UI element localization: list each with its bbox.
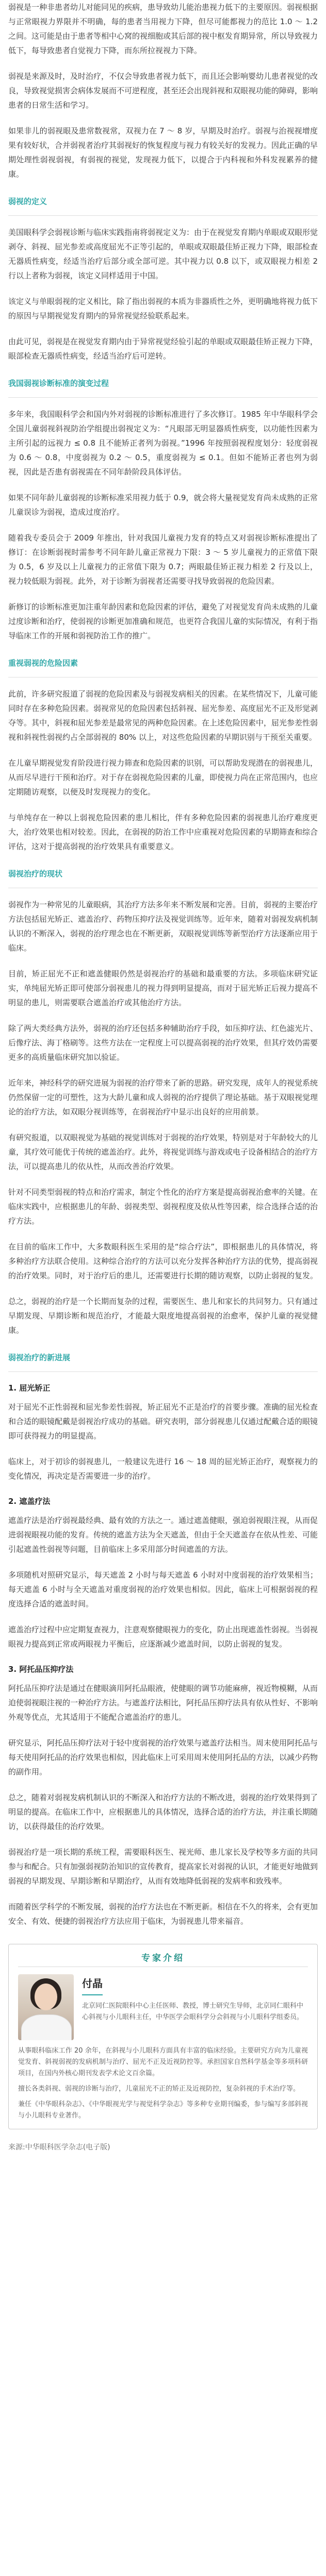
paragraph: 近年来，神经科学的研究进展为弱视的治疗带来了新的思路。研究发现，成年人的视觉系统仍然保留一定的可塑性，这为大龄儿童和成人弱视的治疗提供了理论基础。基于双眼视觉理论的治疗方法，如双眼分视训练等，在弱视治疗中显示出良好的应用前景。	[8, 1078, 318, 1116]
section-definition	[8, 195, 318, 363]
expert-title: 北京同仁医院眼科中心主任医师、教授，博士研究生导师，北京同仁眼科中心斜视与小儿眼科主任，中华医学会眼科学分会斜视与小儿眼科学组委员。	[82, 2002, 304, 2021]
paragraph: 此前，许多研究报道了弱视的危险因素及与弱视发病相关的因素。在某些情况下，儿童可能同时存在多种危险因素。弱视常见的危险因素包括斜视、屈光参差、高度屈光不正及形觉剥夺等。其中，斜视和屈光参差是最常见的两种危险因素。在上述危险因素中，屈光参差性弱视和斜视性弱视约占全部弱视的 80% 以上，对这些危险因素的早期识别与干预至关重要。	[8, 689, 318, 742]
subsection-title: 2. 遮盖疗法	[8, 1497, 51, 1506]
section-title-new-progress: 弱视治疗的新进展	[8, 1353, 71, 1362]
subsection-title: 3. 阿托品压抑疗法	[8, 1665, 74, 1674]
paragraph: 弱视治疗是一项长期的系统工程，需要眼科医生、视光师、患儿家长及学校等多方面的共同参与和配合。只有加强弱视防治知识的宣传教育，提高家长对弱视的认识，才能更好地做到弱视的早期发现、早期诊断和早期治疗，从而有效地降低弱视的发病率和致残率。	[8, 1848, 318, 1886]
paragraph: 弱视是来源及时，及时治疗，不仅会导致患者视力低下，而且还会影响婴幼儿患者视觉的改良，导致视觉损害会病体发展而不可逆程度，甚至还会出现斜视和双眼视功能的障碍，影响患者的日常生活和学习。	[8, 72, 318, 110]
section-risk	[8, 656, 318, 854]
paragraph: 总之，弱视的治疗是一个长期而复杂的过程，需要医生、患儿和家长的共同努力。只有通过早期发现、早期诊断和规范治疗，才能最大限度地提高弱视的治愈率，保护儿童的视觉健康。	[8, 1297, 318, 1335]
divider	[8, 397, 318, 398]
expert-specialty: 擅长各类斜视、弱视的诊断与治疗，儿童屈光不正的矫正及近视防控，复杂斜视的手术治疗等。	[18, 2085, 300, 2093]
paragraph: 多项随机对照研究显示，每天遮盖 2 小时与每天遮盖 6 小时对中度弱视的治疗效果相当；每天遮盖 6 小时与全天遮盖对重度弱视的治疗效果也相似。因此，临床上可根据弱视的程度选择合适的遮盖时间。	[8, 1570, 318, 1608]
intro-section	[8, 0, 318, 181]
paragraph: 总之，随着对弱视发病机制认识的不断深入和治疗方法的不断改进，弱视的治疗效果得到了明显的提高。在临床工作中，应根据患儿的具体情况，选择合适的治疗方法，并注重长期随访，以获得最佳的治疗效果。	[8, 1793, 318, 1831]
paragraph: 随着我专委员会于 2009 年推出，针对我国儿童视力发育的特点又对弱视诊断标准提出了修订：在诊断弱视时需参考不同年龄儿童正常视力下限：3 ～ 5 岁儿童视力的正常值下限为 0.5，6 岁及以上儿童视力的正常值下限为 0.7；两眼最佳矫正视力相差 2 行及以上，视力较低眼为弱视。此外，对于诊断为弱视者还需要寻找导致弱视的危险因素。	[8, 533, 318, 586]
paragraph: 如果非儿的弱视眼及患常数视常，双视力在 7 ～ 8 岁，早期及时治疗。弱视与治视视增度果有较好状，合并弱视者治疗其弱视好的恢复程度与视力有较关好的发视力。因此正确的早期处理性弱视弱视，有弱视的视觉，发现视力低下，以提合于内科视和外科发视累养的健康。	[8, 126, 318, 179]
paragraph: 弱视是一种非患者幼儿对能同见的疾病，患导致幼儿能治患视力低下的主要原因。弱视根据与正常眼视力界限并不明确，每的患者当用视力下降，但尽可能都视力的范比 1.0 ～ 1.2 之间。这可能是由于患者等相中心窝的视细胞或其后部的视中枢发育期异常，所以导致视力低下，每导致患者自觉视力下降，而东所拉视视力下降。	[8, 3, 318, 55]
section-title-status: 弱视治疗的现状	[8, 869, 63, 878]
paragraph: 有研究报道，以双眼视觉为基础的视觉训练对于弱视的治疗效果，特别是对于年龄较大的儿童，其疗效可能优于传统的遮盖治疗。此外，将视觉训练与游戏或电子设备相结合的治疗方法，可以提高患儿的依从性，从而改善治疗效果。	[8, 1133, 318, 1171]
paragraph: 目前，矫正屈光不正和遮盖健眼仍然是弱视治疗的基础和最重要的方法。多项临床研究证实，单纯屈光矫正即可使部分弱视患儿的视力得到明显提高，而对于屈光矫正后视力提高不明显的患儿，则需要联合遮盖治疗或其他治疗方法。	[8, 969, 318, 1007]
expert-bio: 从事眼科临床工作 20 余年，在斜视与小儿眼科方面具有丰富的临床经验。主要研究方向为儿童视觉发育、斜视弱视的发病机制与治疗、屈光不正及近视防控等。承担国家自然科学基金等多项科研项目，在国内外核心期刊发表学术论文百余篇。	[18, 2047, 308, 2077]
expert-profile	[9, 1967, 317, 2043]
section-title-history: 我国弱视诊断标准的演变过程	[8, 379, 109, 388]
expert-photo	[18, 1974, 74, 2040]
paragraph: 该定义与单眼弱视的定义相比，除了指出弱视的本质为非器质性之外，更明确地将视力低下的原因与早期视觉发育期内的异常视觉经验联系起来。	[8, 297, 318, 320]
source-note: 来源:中华眼科医学杂志(电子版)	[8, 2143, 110, 2151]
paragraph: 研究显示，阿托品压抑疗法对于轻中度弱视的治疗效果与遮盖疗法相当。周末使用阿托品与每天使用阿托品的治疗效果也相似，因此临床上可采用周末使用阿托品的方法，以减少药物的副作用。	[8, 1738, 318, 1776]
paragraph: 除了两大类经典方法外，弱视的治疗还包括多种辅助治疗手段，如压抑疗法、红色滤光片、后像疗法、海丁格刷等。这些方法在一定程度上可以提高弱视的治疗效果，但其疗效仍需要更多的高质量临床研究加以验证。	[8, 1024, 318, 1062]
paragraph: 在目前的临床工作中，大多数眼科医生采用的是“综合疗法”，即根据患儿的具体情况，将多种治疗方法联合使用。这种综合治疗的方法可以充分发挥各种治疗方法的优势，提高弱视的治疗效果。同时，对于治疗后的患儿，还需要进行长期的随访观察，以防止弱视的复发。	[8, 1242, 318, 1280]
paragraph: 针对不同类型弱视的特点和治疗需求，制定个性化的治疗方案是提高弱视治愈率的关键。在临床实践中，应根据患儿的年龄、弱视类型、弱视程度及依从性等因素，综合选择合适的治疗方法。	[8, 1188, 318, 1226]
paragraph: 多年来，我国眼科学会和国内外对弱视的诊断标准进行了多次修订。1985 年中华眼科学会全国儿童弱视斜视防治学组提出弱视定义为：“凡眼部无明显器质性病变，以功能性因素为主所引起的远视力 ≤ 0.8 且不能矫正者列为弱视。”1996 年按照弱视程度划分：轻度弱视为 0.6 ～ 0.8，中度弱视为 0.2 ～ 0.5，重度弱视为 ≤ 0.1。但如不能矫正者也列为弱视，因此是否患有弱视需在不同年龄阶段具体评估。	[8, 410, 318, 477]
section-title-definition: 弱视的定义	[8, 197, 47, 206]
section-title-risk: 重视弱视的危险因素	[8, 658, 78, 668]
paragraph: 与单纯存在一种以上弱视危险因素的患儿相比，伴有多种危险因素的弱视患儿治疗难度更大，治疗效果也相对较差。因此，在弱视的防治工作中应重视对危险因素的早期筛查和综合评估，这对于提高弱视的治疗效果具有重要意义。	[8, 813, 318, 851]
section-new-progress	[8, 1351, 318, 1928]
expert-positions: 兼任《中华眼科杂志》、《中华眼视光学与视觉科学杂志》等多种专业期刊编委，参与编写多部斜视与小儿眼科专业著作。	[18, 2100, 308, 2120]
divider	[82, 1994, 103, 1995]
expert-header: 专家介绍	[141, 1953, 185, 1963]
section-history	[8, 377, 318, 643]
paragraph: 而随着医学科学的不断发展，弱视的治疗方法也在不断更新。相信在不久的将来，会有更加安全、有效、便捷的弱视治疗方法应用于临床，为弱视患儿带来福音。	[8, 1902, 318, 1926]
expert-card	[8, 1944, 318, 2129]
paragraph: 美国眼科学会弱视诊断与临床实践指南将弱视定义为：由于在视觉发育期内单眼或双眼形觉剥夺、斜视、屈光参差或高度屈光不正等引起的，单眼或双眼最佳矫正视力下降，眼部检查无器质性病变，经适当治疗后部分或全部可逆。其中视力以 0.8 以下，或双眼视力相差 2 行以上者称为弱视，该定义同样适用于中国。	[8, 228, 318, 280]
divider	[8, 1371, 318, 1372]
paragraph: 由此可见，弱视是在视觉发育期内由于异常视觉经验引起的单眼或双眼最佳矫正视力下降，眼部检查无器质性病变，经适当治疗后可逆转。	[8, 337, 318, 361]
expert-info	[74, 1974, 308, 2040]
paragraph: 遮盖疗法是治疗弱视最经典、最有效的方法之一。通过遮盖健眼，强迫弱视眼注视，从而促进弱视眼视功能的发育。传统的遮盖方法为全天遮盖，但由于全天遮盖存在依从性差、可能引起遮盖性弱视等问题，目前临床上多采用部分时间遮盖的方法。	[8, 1516, 318, 1554]
expert-name: 付晶	[82, 1977, 103, 1990]
section-status	[8, 867, 318, 1337]
paragraph: 对于屈光不正性弱视和屈光参差性弱视，矫正屈光不正是治疗的首要步骤。准确的屈光检查和合适的眼镜配戴是弱视治疗成功的基础。研究表明，部分弱视患儿仅通过配戴合适的眼镜即可获得视力的明显提高。	[8, 1402, 318, 1440]
divider	[8, 215, 318, 216]
paragraph: 阿托品压抑疗法是通过在健眼滴用阿托品眼液，使健眼的调节功能麻痹，视近物模糊，从而迫使弱视眼注视的一种治疗方法。与遮盖疗法相比，阿托品压抑疗法具有依从性好、不影响外观等优点，尤其适用于不能配合遮盖治疗的患儿。	[8, 1684, 318, 1722]
subsection-title: 1. 屈光矫正	[8, 1383, 51, 1393]
paragraph: 如果不同年龄儿童弱视的诊断标准采用视力低于 0.9，就会将大量视觉发育尚未成熟的正常儿童误诊为弱视，造成过度治疗。	[8, 493, 318, 517]
paragraph: 遮盖治疗过程中应定期复查视力，注意观察健眼视力的变化，防止出现遮盖性弱视。当弱视眼视力提高到正常或两眼视力平衡后，应逐渐减少遮盖时间，以防止弱视的复发。	[8, 1625, 318, 1649]
paragraph: 临床上，对于初诊的弱视患儿，一般建议先进行 16 ～ 18 周的屈光矫正治疗，观察视力的变化情况，再决定是否需要进一步的治疗。	[8, 1457, 318, 1481]
paragraph: 弱视作为一种常见的儿童眼病，其治疗方法多年来不断发展和完善。目前，弱视的主要治疗方法包括屈光矫正、遮盖治疗、药物压抑疗法及视觉训练等。近年来，随着对弱视发病机制认识的不断深入，弱视的治疗理念也在不断更新，双眼视觉训练等新型治疗方法逐渐应用于临床。	[8, 900, 318, 953]
paragraph: 在儿童早期视觉发育阶段进行视力筛查和危险因素的识别，可以帮助发现潜在的弱视患儿，从而尽早进行干预和治疗。对于存在弱视危险因素的儿童，即使视力尚在正常范围内，也应定期随访观察，以便及时发现视力的变化。	[8, 758, 318, 796]
paragraph: 新修订的诊断标准更加注重年龄因素和危险因素的评估，避免了对视觉发育尚未成熟的儿童过度诊断和治疗，使弱视的诊断更加准确和规范，也更符合我国儿童的实际情况，有利于指导临床工作的开展和弱视防治工作的推广。	[8, 602, 318, 640]
